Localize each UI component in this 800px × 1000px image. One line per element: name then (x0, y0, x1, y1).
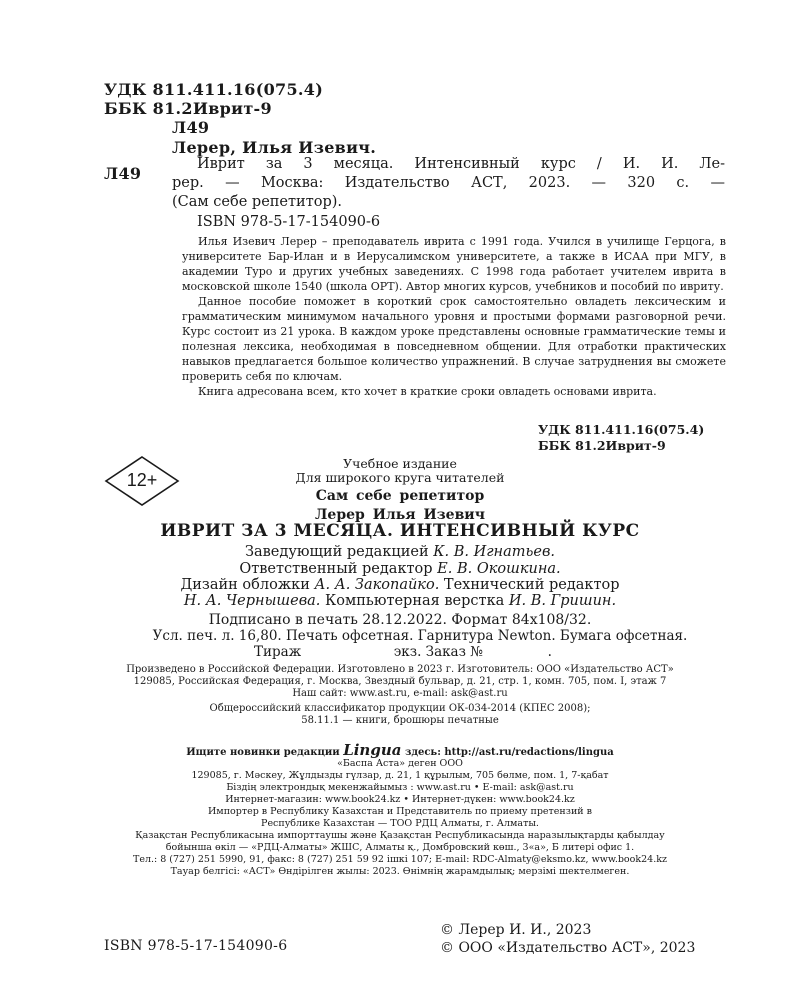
catalog-desc-line3: (Сам себе репетитор). (172, 194, 342, 210)
lingua-before: Ищите новинки редакции (186, 747, 340, 758)
kz-line4: Интернет-магазин: www.book24.kz • Интернет-дүкен: www.book24.kz (225, 794, 575, 805)
audience: Для широкого круга читателей (295, 470, 505, 485)
kz-line2: 129085, г. Мәскеу, Жұлдызды гүлзар, д. 21, 1 құрылым, 705 бөлме, пом. 1, 7-қабат (191, 770, 609, 781)
cover-design-name: А. А. Закопайко. (314, 577, 440, 593)
annotation-audience: Книга адресована всем, кто хочет в краткие сроки овладеть основами иврита. (198, 385, 657, 398)
circulation-label: Тираж (254, 644, 302, 660)
kz-line5: Импортер в Республику Казахстан и Представитель по приему претензий в (208, 806, 592, 817)
age-rating-badge (104, 455, 180, 507)
edition-type: Учебное издание (343, 456, 457, 471)
head-editor-label: Заведующий редакцией (244, 544, 429, 560)
tech-editor-label: Технический редактор (443, 577, 620, 593)
lingua-logo: Lingua (343, 741, 402, 759)
print-specs-line: Усл. печ. л. 16,80. Печать офсетная. Гарнитура Newton. Бумага офсетная. (152, 628, 688, 644)
circulation-line (254, 644, 552, 660)
catalog-isbn: ISBN 978-5-17-154090-6 (197, 214, 381, 230)
kz-line7: Қазақстан Республикасына импорттаушы және Қазақстан Республикасында наразылықтарды қабылдау (135, 830, 665, 841)
lingua-after: здесь: http://ast.ru/redactions/lingua (404, 747, 614, 758)
catalog-desc-line2: рер. — Москва: Издательство АСТ, 2023. — 320 с. — (172, 175, 725, 191)
annotation-bbk: ББК 81.2Иврит-9 (538, 438, 666, 453)
production-line3: Наш сайт: www.ast.ru, e-mail: ask@ast.ru (292, 688, 508, 699)
catalog-author: Лерер, Илья Изевич. (172, 138, 377, 157)
production-line2: 129085, Российская Федерация, г. Москва, Звездный бульвар, д. 21, стр. 1, комн. 705, пом. I, этаж 7 (133, 676, 667, 687)
bbk-code: ББК 81.2Иврит-9 (104, 99, 272, 118)
copyright-author: © Лерер И. И., 2023 (440, 922, 592, 938)
kz-line9: Тел.: 8 (727) 251 5990, 91, факс: 8 (727) 251 59 92 ішкі 107; E-mail: RDC-Almaty@eksmo.kz, www.book24.kz (132, 854, 668, 865)
production-line1: Произведено в Российской Федерации. Изготовлено в 2023 г. Изготовитель: ООО «Издательство АСТ» (126, 664, 674, 675)
book-title: ИВРИТ ЗА 3 МЕСЯЦА. ИНТЕНСИВНЫЙ КУРС (160, 521, 640, 541)
tech-line (150, 593, 650, 609)
age-rating-text: 12+ (126, 470, 158, 490)
kz-line8: бойынша өкіл — «РДЦ-Алматы» ЖШС, Алматы қ., Домбровский көш., 3«а», Б литері офис 1. (165, 842, 635, 853)
book-author: Лерер Илья Изевич (315, 507, 485, 523)
footer-isbn: ISBN 978-5-17-154090-6 (104, 938, 288, 954)
annotation-bio: Илья Изевич Лерер – преподаватель иврита с 1991 года. Учился в училище Герцога, в университете Бар-Илан и в Иерусалимском университете, а также в ИСАА при МГУ, в академии Туро и других учебных заведениях. С 1998 года работает учителем иврита в московской школе 1540 (школа ОРТ). Автор многих курсов, учебников и пособий по ивриту. (182, 235, 726, 293)
lingua-line (100, 741, 700, 759)
okp-line2: 58.11.1 — книги, брошюры печатные (301, 715, 499, 726)
layout-label: Компьютерная верстка (325, 593, 505, 609)
resp-editor-name: Е. В. Окошкина. (437, 561, 561, 577)
udk-code: УДК 811.411.16(075.4) (104, 80, 324, 99)
series-title: Сам себе репетитор (315, 488, 485, 504)
kz-line1: «Баспа Аста» деген ООО (337, 758, 463, 769)
design-line (150, 577, 650, 593)
okp-line1: Общероссийский классификатор продукции ОК-034-2014 (КПЕС 2008); (209, 703, 591, 714)
catalog-desc-line1: Иврит за 3 месяца. Интенсивный курс / И. И. Ле- (197, 156, 725, 172)
resp-editor-label: Ответственный редактор (239, 561, 433, 577)
resp-editor-line (150, 561, 650, 577)
signed-line: Подписано в печать 28.12.2022. Формат 84x108/32. (208, 612, 592, 628)
head-editor-line (150, 544, 650, 560)
catalog-author-mark: Л49 (104, 164, 142, 183)
tech-editor-name: Н. А. Чернышева. (183, 593, 321, 609)
kz-line3: Біздің электрондық мекенжайымыз : www.ast.ru • E-mail: ask@ast.ru (226, 782, 574, 793)
circulation-unit: экз. Заказ № (393, 644, 484, 660)
cover-design-label: Дизайн обложки (180, 577, 310, 593)
circulation-end: . (547, 644, 552, 660)
author-mark: Л49 (172, 118, 210, 137)
annotation-content: Данное пособие поможет в короткий срок самостоятельно овладеть лексическим и грамматическим минимумом начального уровня и простыми формами разговорной речи. Курс состоит из 21 урока. В каждом уроке представлены основные грамматические темы и полезная лексика, необходимая в повседневном общении. Для отработки практических навыков предлагается большое количество упражнений. В случае затруднения вы сможете проверить себя по ключам. (182, 295, 726, 383)
annotation-udk: УДК 811.411.16(075.4) (538, 422, 705, 437)
annotation (182, 234, 726, 399)
kz-line6: Республике Казахстан — ТОО РДЦ Алматы, г. Алматы. (261, 818, 539, 829)
kz-line10: Тауар белгісі: «АСТ» Өндірілген жылы: 2023. Өнімнің жарамдылық; мерзімі шектелмеген. (170, 866, 630, 877)
head-editor-name: К. В. Игнатьев. (433, 544, 556, 560)
copyright-publisher: © ООО «Издательство АСТ», 2023 (440, 940, 696, 956)
layout-name: И. В. Гришин. (508, 593, 617, 609)
